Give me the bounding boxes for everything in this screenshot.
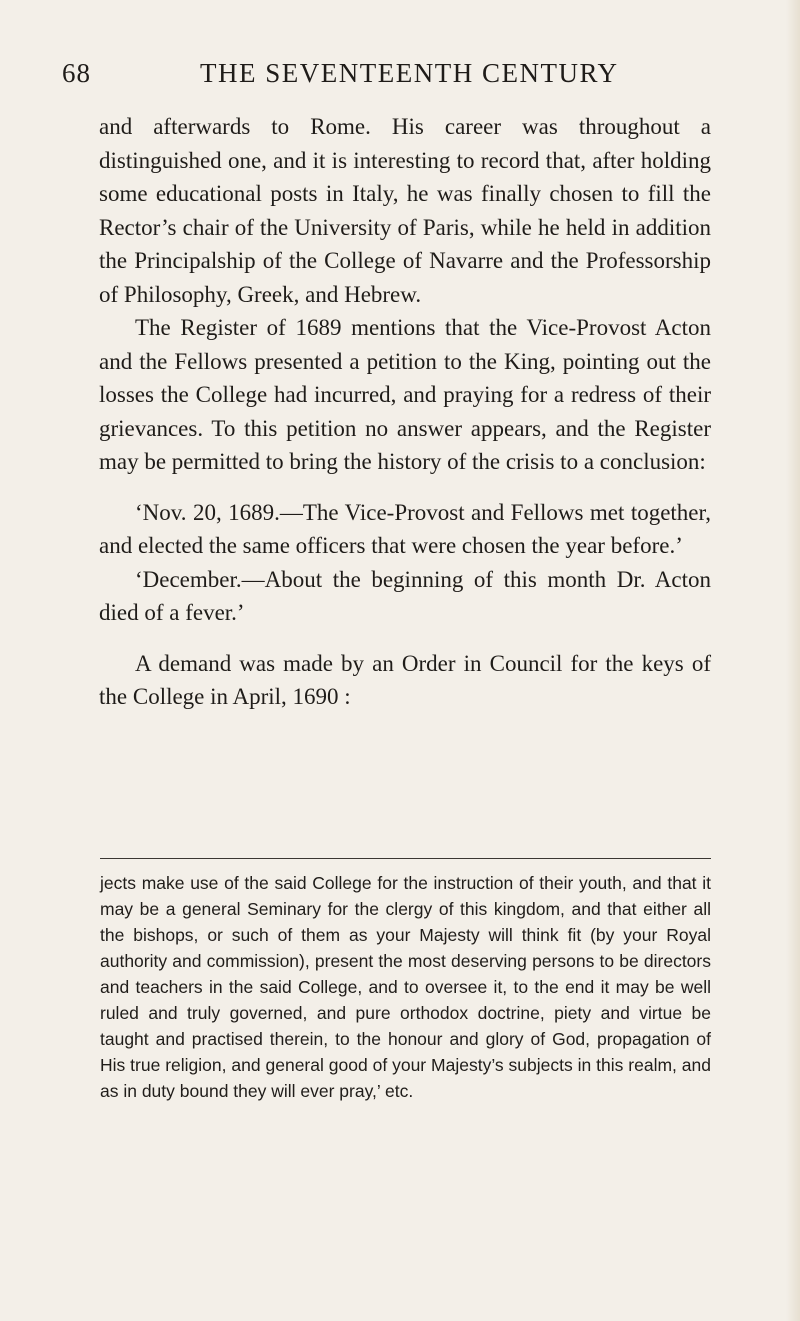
quote-november: ‘Nov. 20, 1689.—The Vice-Provost and Fellows met together, and elected the same officers that were chosen the year before.’ — [99, 499, 711, 558]
page-header — [62, 58, 712, 94]
page-edge-shadow — [786, 0, 800, 1321]
footnote-text: jects make use of the said College for the instruction of their youth, and that it may be a general Seminary for the clergy of this kingdom, and that either all the bishops, or such of them as your Majesty will think fit (by your Royal authority and commission), present the most deserving persons to be directors and teachers in the said College, and to oversee it, to the end it may be well ruled and truly governed, and pure orthodox doctrine, piety and virtue be taught and practised therein, to the honour and glory of God, propagation of His true religion, and general good of your Majesty’s subjects in this realm, and as in duty bound they will ever pray,’ etc. — [100, 873, 711, 1101]
paragraph-continuation: and afterwards to Rome. His career was throughout a distinguished one, and it is interesting to record that, after holding some educational posts in Italy, he was finally chosen to fill the Rector’s chair of the University of Paris, while he held in addition the Principalship of the College of Navarre and the Professorship of Philosophy, Greek, and Hebrew. — [99, 114, 711, 307]
footnote-rule — [100, 858, 711, 859]
quote-december: ‘December.—About the beginning of this month Dr. Acton died of a fever.’ — [99, 566, 711, 625]
page-number: 68 — [62, 58, 91, 88]
running-title: THE SEVENTEENTH CENTURY — [200, 58, 619, 88]
paragraph-register: The Register of 1689 mentions that the Vice-Provost Acton and the Fellows presented a petition to the King, pointing out the losses the College had incurred, and praying for a redress of their grievances. To this petition no answer appears, and the Register may be permitted to bring the history of the crisis to a conclusion: — [99, 315, 711, 474]
paragraph-order-in-council: A demand was made by an Order in Council for the keys of the College in April, 1690 : — [99, 650, 711, 709]
footnote — [100, 870, 711, 1104]
main-text — [99, 110, 711, 714]
